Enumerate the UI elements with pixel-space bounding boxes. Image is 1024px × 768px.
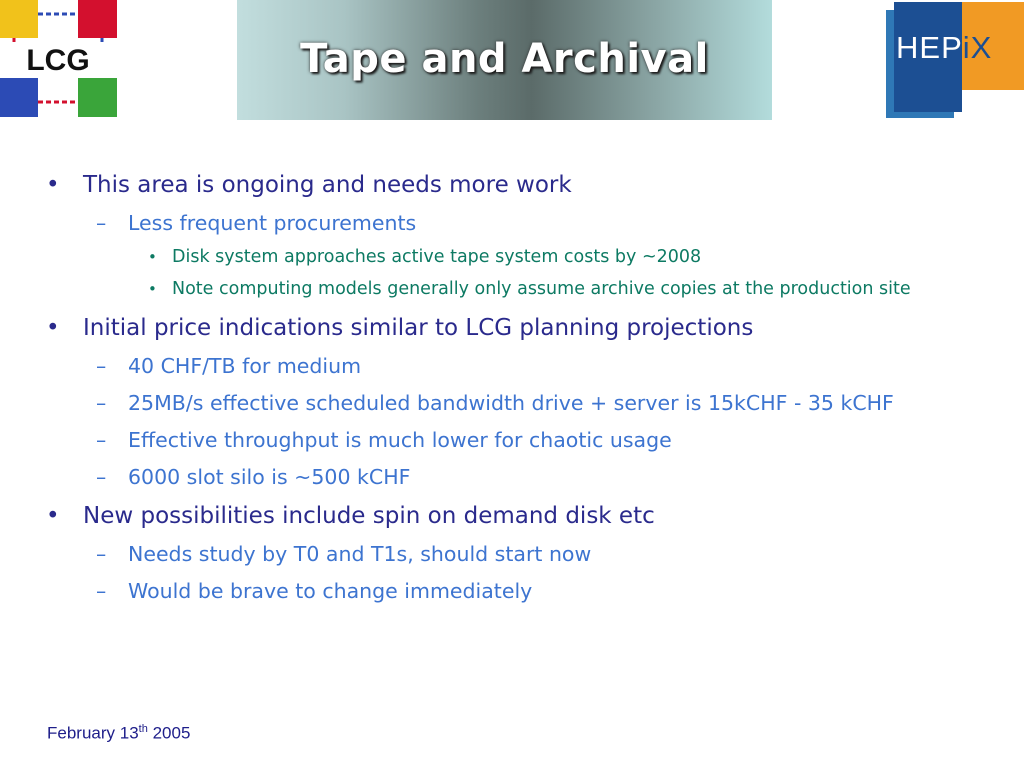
bullet-text: Note computing models generally only assume archive copies at the production site bbox=[172, 279, 911, 299]
bullet-text: Would be brave to change immediately bbox=[128, 579, 533, 603]
lcg-logo bbox=[0, 0, 117, 117]
dash-marker: – bbox=[96, 579, 107, 603]
bullet-marker: • bbox=[46, 315, 60, 341]
bullet-level2 bbox=[0, 541, 1024, 568]
bullet-level3 bbox=[0, 276, 1024, 303]
dash-marker: – bbox=[96, 542, 107, 566]
bullet-marker: • bbox=[148, 280, 157, 298]
dash-marker: – bbox=[96, 428, 107, 452]
lcg-logo-text: LCG bbox=[26, 44, 90, 77]
bullet-text: 6000 slot silo is ~500 kCHF bbox=[128, 465, 411, 489]
bullet-level1 bbox=[0, 313, 1024, 343]
bullet-text: Initial price indications similar to LCG planning projections bbox=[83, 315, 754, 341]
slide-body bbox=[0, 170, 1024, 605]
bullet-level1 bbox=[0, 501, 1024, 531]
bullet-level2 bbox=[0, 464, 1024, 491]
bullet-level2 bbox=[0, 427, 1024, 454]
bullet-level2 bbox=[0, 210, 1024, 237]
dash-marker: – bbox=[96, 465, 107, 489]
title-banner bbox=[237, 0, 772, 120]
bullet-text: Disk system approaches active tape system costs by ~2008 bbox=[172, 247, 702, 267]
bullet-text: 25MB/s effective scheduled bandwidth drive + server is 15kCHF - 35 kCHF bbox=[128, 391, 894, 415]
footer-date-main: February 13 bbox=[47, 723, 139, 743]
dash-marker: – bbox=[96, 354, 107, 378]
footer-date bbox=[47, 723, 190, 744]
slide-title: Tape and Archival bbox=[300, 36, 709, 82]
bullet-text: This area is ongoing and needs more work bbox=[83, 172, 572, 198]
hepix-logo bbox=[884, 0, 1024, 120]
bullet-marker: • bbox=[148, 248, 157, 266]
footer-date-ordinal: th bbox=[138, 723, 148, 735]
hepix-logo-text-main: HEP bbox=[896, 30, 963, 65]
bullet-text: New possibilities include spin on demand disk etc bbox=[83, 503, 655, 529]
dash-marker: – bbox=[96, 211, 107, 235]
bullet-level2 bbox=[0, 390, 1024, 417]
bullet-text: Less frequent procurements bbox=[128, 211, 417, 235]
hepix-logo-text bbox=[896, 30, 992, 66]
footer-date-year: 2005 bbox=[147, 723, 191, 743]
bullet-text: Effective throughput is much lower for chaotic usage bbox=[128, 428, 672, 452]
bullet-level3 bbox=[0, 244, 1024, 271]
bullet-level2 bbox=[0, 578, 1024, 605]
bullet-marker: • bbox=[46, 172, 60, 198]
bullet-text: Needs study by T0 and T1s, should start now bbox=[128, 542, 592, 566]
lcg-grid-icon bbox=[0, 0, 117, 117]
bullet-marker: • bbox=[46, 503, 60, 529]
bullet-text: 40 CHF/TB for medium bbox=[128, 354, 362, 378]
hepix-logo-text-accent: iX bbox=[962, 30, 993, 65]
dash-marker: – bbox=[96, 391, 107, 415]
bullet-level1 bbox=[0, 170, 1024, 200]
bullet-level2 bbox=[0, 353, 1024, 380]
